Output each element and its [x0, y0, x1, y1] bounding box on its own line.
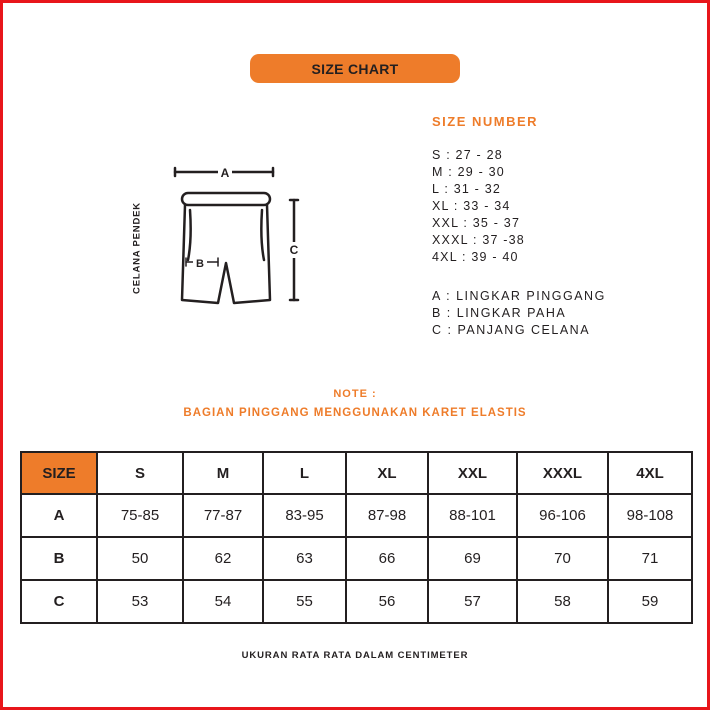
size-number-item: 4XL : 39 - 40	[432, 250, 519, 264]
size-number-item: XXL : 35 - 37	[432, 216, 521, 230]
footer-note: UKURAN RATA RATA DALAM CENTIMETER	[241, 650, 469, 661]
table-cell: 59	[608, 580, 692, 623]
size-number-item: L : 31 - 32	[432, 182, 502, 196]
table-cell: 58	[517, 580, 608, 623]
shorts-waistband	[182, 193, 270, 205]
table-cell: 56	[346, 580, 428, 623]
table-cell: 57	[428, 580, 517, 623]
size-number-item: M : 29 - 30	[432, 165, 505, 179]
table-row	[21, 580, 692, 623]
column-header: 4XL	[608, 452, 692, 494]
table-cell: 96-106	[517, 494, 608, 537]
table-cell: 62	[183, 537, 263, 580]
table-cell: 70	[517, 537, 608, 580]
column-header: M	[183, 452, 263, 494]
size-number-list	[432, 147, 525, 266]
table-cell: 71	[608, 537, 692, 580]
table-cell: 75-85	[97, 494, 183, 537]
column-header: XXXL	[517, 452, 608, 494]
table-cell: 54	[183, 580, 263, 623]
row-label: A	[21, 494, 97, 537]
row-label: C	[21, 580, 97, 623]
legend-item-a: A : LINGKAR PINGGANG	[432, 289, 606, 303]
column-header: XL	[346, 452, 428, 494]
size-table	[20, 451, 693, 624]
table-cell: 55	[263, 580, 346, 623]
table-cell: 53	[97, 580, 183, 623]
table-cell: 50	[97, 537, 183, 580]
column-header: L	[263, 452, 346, 494]
size-number-item: XXXL : 37 -38	[432, 233, 525, 247]
size-header-cell: SIZE	[21, 452, 97, 494]
size-number-heading: SIZE NUMBER	[432, 114, 539, 129]
size-number-item: S : 27 - 28	[432, 148, 503, 162]
shorts-diagram	[160, 160, 310, 310]
table-row	[21, 537, 692, 580]
table-cell: 83-95	[263, 494, 346, 537]
shorts-side-label: CELANA PENDEK	[131, 202, 143, 294]
table-header-row	[21, 452, 692, 494]
size-chart-title: SIZE CHART	[250, 54, 460, 83]
row-label: B	[21, 537, 97, 580]
table-cell: 87-98	[346, 494, 428, 537]
table-cell: 63	[263, 537, 346, 580]
table-cell: 66	[346, 537, 428, 580]
table-cell: 88-101	[428, 494, 517, 537]
column-header: XXL	[428, 452, 517, 494]
shorts-body	[182, 205, 270, 303]
legend-item-b: B : LINGKAR PAHA	[432, 306, 567, 320]
column-header: S	[97, 452, 183, 494]
note-title: NOTE :	[333, 388, 377, 400]
size-number-item: XL : 33 - 34	[432, 199, 511, 213]
label-b: B	[196, 258, 204, 270]
table-cell: 98-108	[608, 494, 692, 537]
label-a: A	[220, 166, 230, 180]
table-cell: 77-87	[183, 494, 263, 537]
table-row	[21, 494, 692, 537]
legend-item-c: C : PANJANG CELANA	[432, 323, 591, 337]
note-text: BAGIAN PINGGANG MENGGUNAKAN KARET ELASTIS	[183, 407, 527, 419]
measurement-legend	[432, 288, 606, 339]
label-c: C	[289, 243, 299, 257]
table-cell: 69	[428, 537, 517, 580]
